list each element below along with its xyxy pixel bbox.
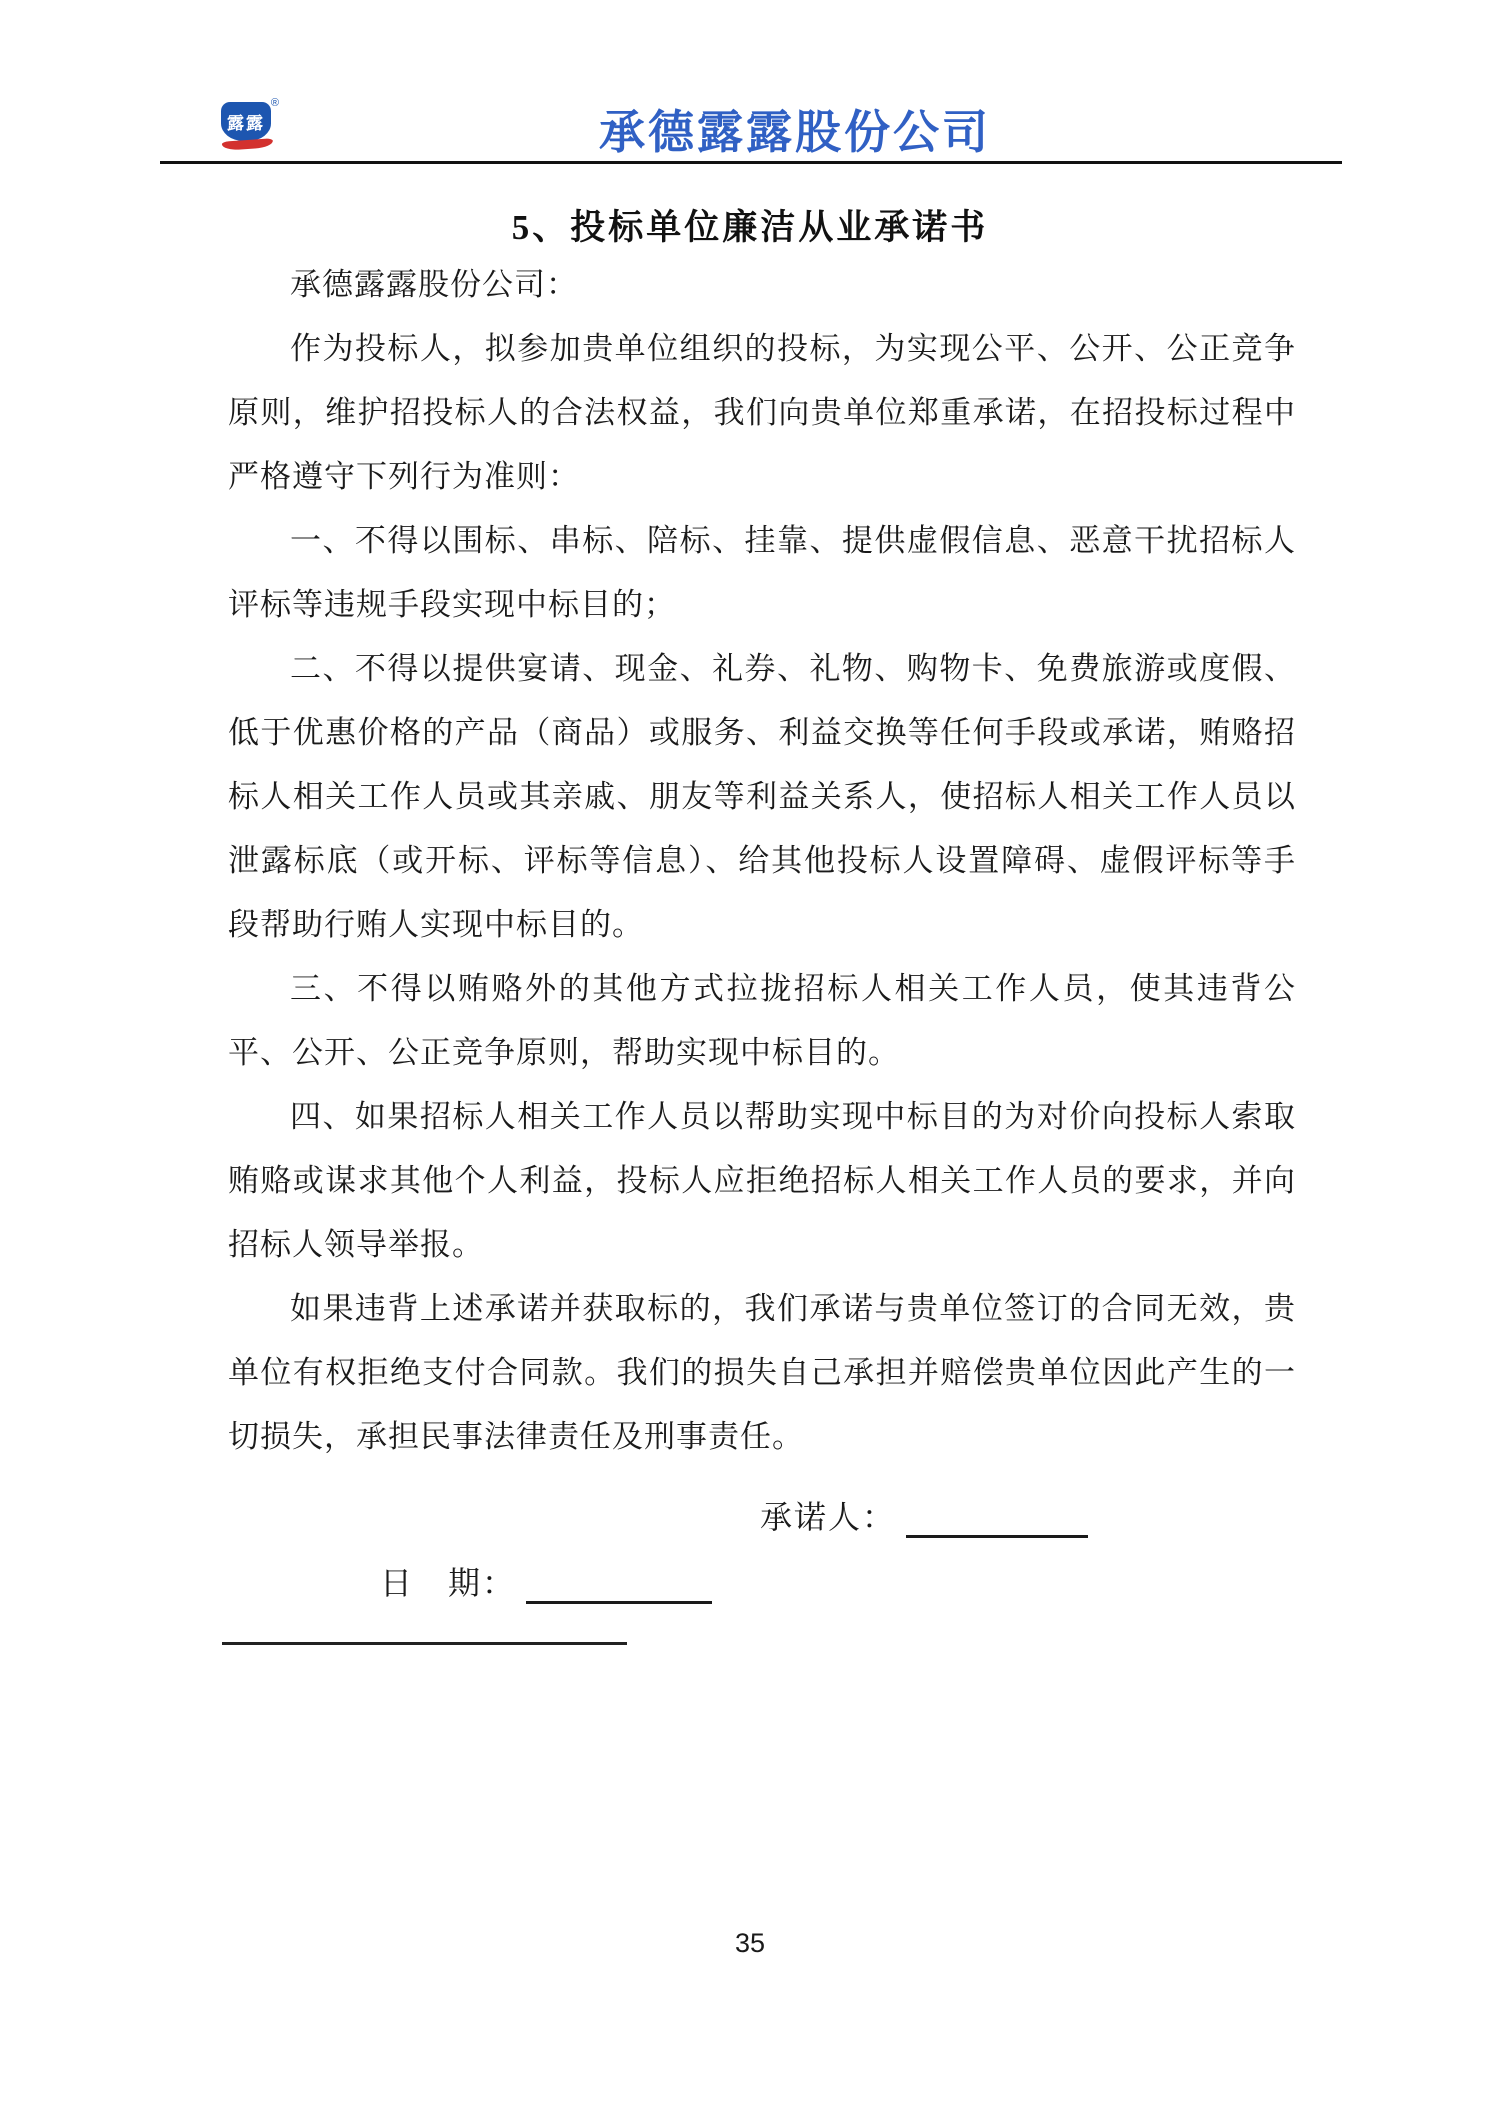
company-name-header: 承德露露股份公司 (599, 106, 991, 158)
salutation: 承德露露股份公司： (290, 267, 578, 302)
body-paragraph: 如果违背上述承诺并获取标的，我们承诺与贵单位签订的合同无效，贵单位有权拒绝支付合同款。我们的损失自己承担并赔偿贵单位因此产生的一切损失，承担民事法律责任及刑事责任。 (228, 1291, 1296, 1454)
date-signature-row (380, 1558, 712, 1604)
body-paragraph: 一、不得以围标、串标、陪标、挂靠、提供虚假信息、恶意干扰招标人评标等违规手段实现中标目的； (228, 523, 1296, 622)
promisor-signature-blank (906, 1499, 1088, 1538)
footnote-separator-line (222, 1642, 627, 1645)
header-divider-line (160, 161, 1342, 164)
body-paragraph: 四、如果招标人相关工作人员以帮助实现中标目的为对价向投标人索取贿赂或谋求其他个人利益，投标人应拒绝招标人相关工作人员的要求，并向招标人领导举报。 (228, 1099, 1296, 1262)
body-paragraph: 二、不得以提供宴请、现金、礼券、礼物、购物卡、免费旅游或度假、低于优惠价格的产品（商品）或服务、利益交换等任何手段或承诺，贿赂招标人相关工作人员或其亲戚、朋友等利益关系人，使招标人相关工作人员以泄露标底（或开标、评标等信息）、给其他投标人设置障碍、虚假评标等手段帮助行贿人实现中标目的。 (228, 651, 1296, 942)
body-paragraph: 三、不得以贿赂外的其他方式拉拢招标人相关工作人员，使其违背公平、公开、公正竞争原则，帮助实现中标目的。 (228, 971, 1296, 1070)
document-title: 5、投标单位廉洁从业承诺书 (511, 208, 989, 247)
date-signature-blank (526, 1565, 712, 1604)
document-body (228, 253, 1296, 1469)
promisor-label: 承诺人： (760, 1499, 897, 1535)
lulu-logo-characters: 露露 (227, 114, 265, 133)
registered-trademark-icon: ® (270, 97, 279, 109)
body-paragraph: 作为投标人，拟参加贵单位组织的投标，为实现公平、公开、公正竞争原则，维护招投标人的合法权益，我们向贵单位郑重承诺，在招投标过程中严格遵守下列行为准则： (228, 331, 1296, 494)
promisor-signature-row (760, 1492, 1088, 1538)
date-label: 日 期： (380, 1565, 517, 1601)
page-number: 35 (734, 1928, 766, 1958)
